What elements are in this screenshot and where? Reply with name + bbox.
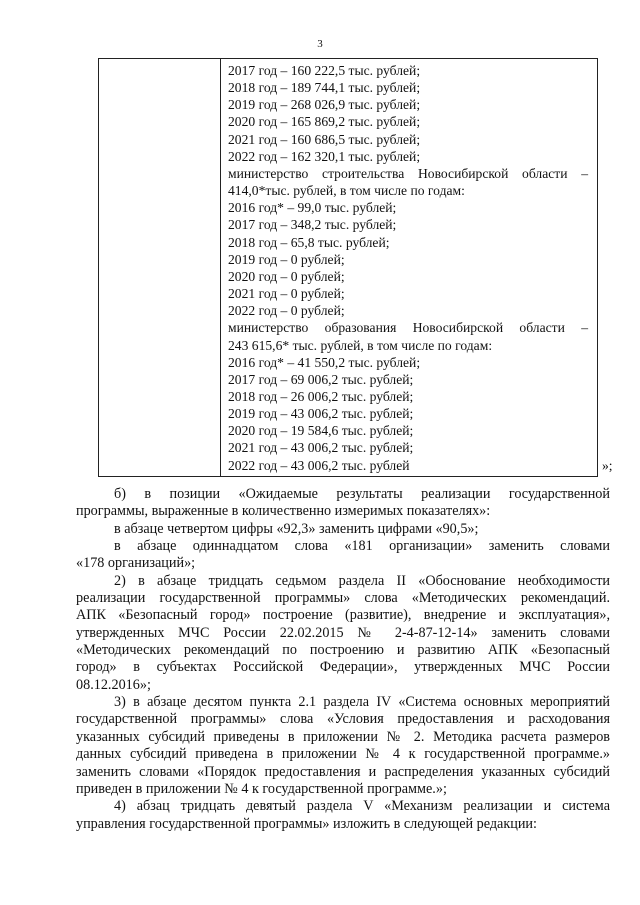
- page-number: 3: [317, 38, 323, 50]
- cell-line: министерство образования Новосибирской области –: [228, 320, 588, 336]
- cell-line: 2018 год – 65,8 тыс. рублей;: [228, 234, 390, 250]
- paragraph-line: государственной программы» слова «Условия предоставления и расходования: [76, 711, 610, 728]
- cell-line: 2017 год – 160 222,5 тыс. рублей;: [228, 63, 421, 78]
- funding-cell: [228, 62, 588, 474]
- paragraph-line: в абзаце одиннадцатом слова «181 организации» заменить словами: [114, 538, 610, 555]
- cell-line: 2020 год – 0 рублей;: [228, 268, 345, 284]
- cell-line: 2022 год – 43 006,2 тыс. рублей: [228, 457, 410, 473]
- paragraph-line: «178 организаций»;: [76, 555, 196, 572]
- paragraph-line: 2) в абзаце тридцать седьмом раздела II «Обоснование необходимости: [114, 572, 610, 589]
- paragraph-line: данных субсидий приведена в приложении № 4 к государственной программе.»: [76, 746, 610, 763]
- paragraph-line: АПК «Безопасный город» построение (развитие), внедрение и эксплуатация»,: [76, 607, 610, 624]
- cell-line: 2020 год – 165 869,2 тыс. рублей;: [228, 114, 421, 130]
- cell-line: 2022 год – 0 рублей;: [228, 303, 345, 319]
- paragraph-line: 4) абзац тридцать девятый раздела V «Механизм реализации и система: [114, 798, 610, 815]
- cell-line: 2019 год – 0 рублей;: [228, 251, 345, 267]
- table-column-divider: [220, 59, 221, 476]
- paragraph-line: заменить словами «Порядок предоставления и распределения указанных субсидий: [76, 763, 610, 780]
- paragraph-line: «Методических рекомендаций по построению и развитию АПК «Безопасный: [76, 642, 610, 659]
- table-closing-quote: »;: [602, 458, 613, 473]
- cell-line: 2022 год – 162 320,1 тыс. рублей;: [228, 148, 421, 164]
- paragraph-line: приведен в приложении № 4 к государственной программе.»;: [76, 780, 447, 797]
- paragraph-line: указанных субсидий приведены в приложении № 2. Методика расчета размеров: [76, 728, 610, 745]
- cell-line: 2017 год – 69 006,2 тыс. рублей;: [228, 371, 414, 387]
- cell-line: 2016 год* – 41 550,2 тыс. рублей;: [228, 354, 421, 370]
- cell-line: 2016 год* – 99,0 тыс. рублей;: [228, 200, 397, 216]
- cell-line: 2018 год – 189 744,1 тыс. рублей;: [228, 80, 421, 96]
- amendment-text: [76, 486, 610, 833]
- paragraph-line: управления государственной программы» изложить в следующей редакции:: [76, 815, 537, 832]
- paragraph-line: город» в субъектах Российской Федерации», утвержденных МЧС России: [76, 659, 610, 676]
- paragraph-line: 08.12.2016»;: [76, 676, 151, 693]
- paragraph-line: б) в позиции «Ожидаемые результаты реализации государственной: [114, 486, 610, 502]
- paragraph-line: в абзаце четвертом цифры «92,3» заменить цифрами «90,5»;: [114, 520, 479, 537]
- cell-line: 2018 год – 26 006,2 тыс. рублей;: [228, 388, 414, 404]
- passport-table: [98, 58, 598, 477]
- cell-line: 2021 год – 0 рублей;: [228, 286, 345, 302]
- cell-line: 2020 год – 19 584,6 тыс. рублей;: [228, 423, 414, 439]
- cell-line: министерство строительства Новосибирской области –: [228, 165, 588, 181]
- cell-line: 2021 год – 160 686,5 тыс. рублей;: [228, 131, 421, 147]
- cell-line: 2021 год – 43 006,2 тыс. рублей;: [228, 440, 414, 456]
- paragraph-line: программы, выраженные в количественно измеримых показателях»:: [76, 503, 491, 520]
- cell-line: 243 615,6* тыс. рублей, в том числе по годам:: [228, 337, 493, 353]
- cell-line: 414,0*тыс. рублей, в том числе по годам:: [228, 183, 465, 199]
- paragraph-line: реализации государственной программы» слова «Методических рекомендаций.: [76, 590, 610, 607]
- paragraph-line: утвержденных МЧС России 22.02.2015 № 2-4-87-12-14» заменить словами: [76, 624, 610, 641]
- cell-line: 2019 год – 43 006,2 тыс. рублей;: [228, 406, 414, 422]
- paragraph-line: 3) в абзаце десятом пункта 2.1 раздела IV «Система основных мероприятий: [114, 694, 610, 711]
- cell-line: 2019 год – 268 026,9 тыс. рублей;: [228, 97, 421, 113]
- cell-line: 2017 год – 348,2 тыс. рублей;: [228, 217, 397, 233]
